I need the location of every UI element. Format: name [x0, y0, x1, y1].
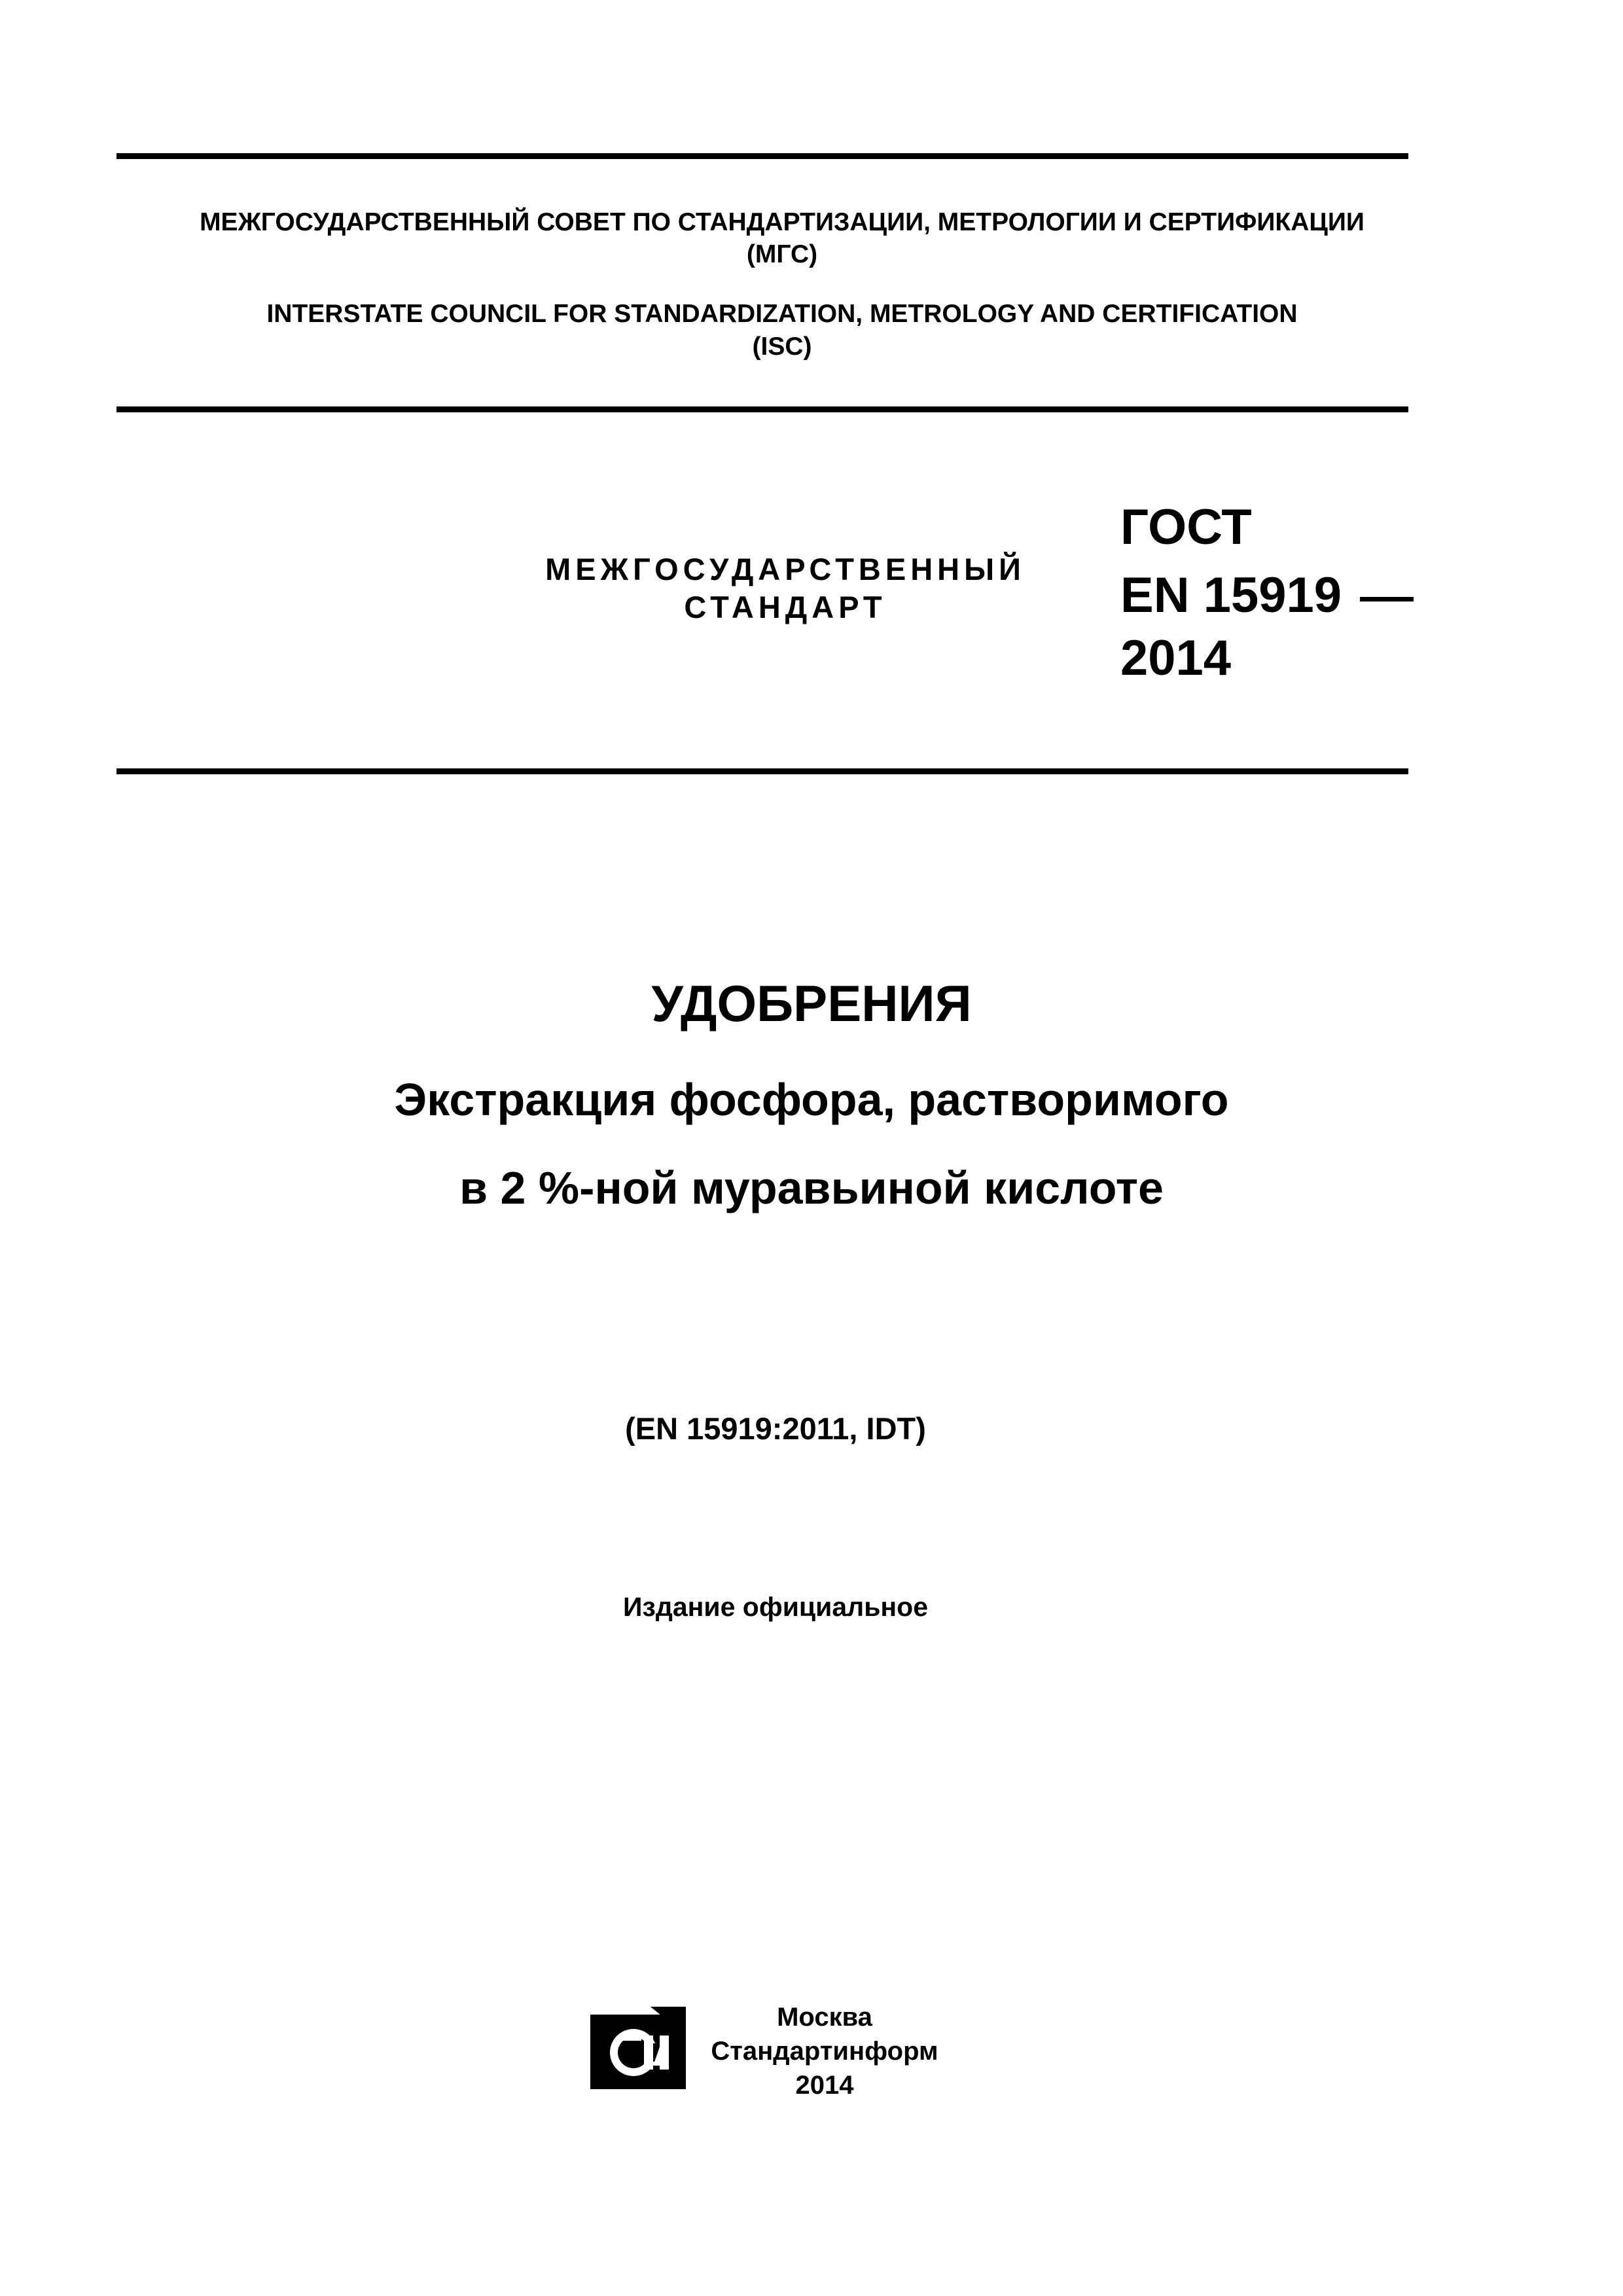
- council-abbr-en: (ISC): [752, 332, 812, 361]
- council-name-en: INTERSTATE COUNCIL FOR STANDARDIZATION, METROLOGY AND CERTIFICATION: [266, 300, 1298, 328]
- document-subtitle-line1: Экстракция фосфора, растворимого: [394, 1074, 1229, 1125]
- publisher-year: 2014: [795, 2071, 854, 2100]
- standard-designation-gost: ГОСТ: [1120, 499, 1252, 555]
- standard-label-line2: СТАНДАРТ: [684, 590, 887, 624]
- document-subtitle-line2: в 2 %-ной муравьиной кислоте: [459, 1162, 1164, 1213]
- council-rule: [116, 406, 1408, 412]
- publisher-name: Стандартинформ: [711, 2037, 938, 2066]
- publisher-city: Москва: [777, 2003, 872, 2032]
- standard-designation-number: EN 15919: [1120, 567, 1342, 623]
- designation-dash: [1360, 597, 1414, 601]
- header-bottom-rule: [116, 768, 1408, 774]
- document-reference: (EN 15919:2011, IDT): [625, 1411, 926, 1446]
- document-title: УДОБРЕНИЯ: [651, 975, 972, 1032]
- council-abbr-ru: (МГС): [746, 240, 818, 268]
- standard-designation-year: 2014: [1120, 630, 1232, 686]
- standard-label-line1: МЕЖГОСУДАРСТВЕННЫЙ: [545, 552, 1026, 586]
- standartinform-logo-icon: [588, 2007, 691, 2092]
- council-name-ru: МЕЖГОСУДАРСТВЕННЫЙ СОВЕТ ПО СТАНДАРТИЗАЦИИ, МЕТРОЛОГИИ И СЕРТИФИКАЦИИ: [200, 208, 1364, 236]
- top-rule: [116, 153, 1408, 159]
- document-edition: Издание официальное: [622, 1592, 929, 1622]
